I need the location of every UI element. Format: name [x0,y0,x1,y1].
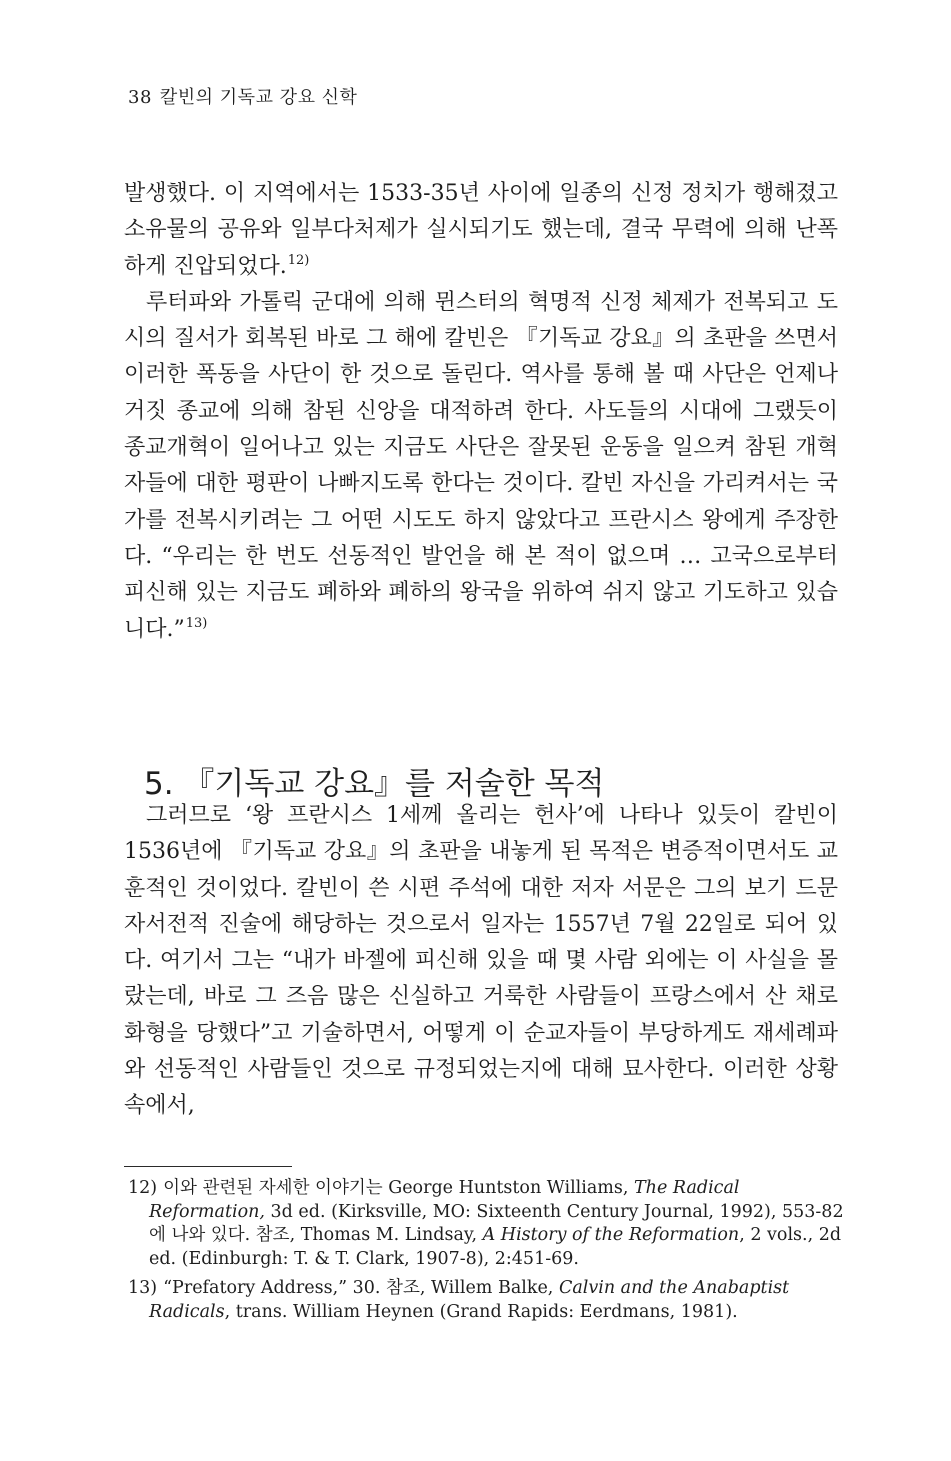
body-text-purpose [124,798,838,1125]
footnote-separator [124,1166,292,1167]
paragraph-continuation [124,176,838,285]
footnote-number: 13) [128,1278,158,1299]
page-number: 38 [128,87,152,108]
footnote-title: The Radical Reformation, [149,1178,740,1222]
footnote-text: 이와 관련된 자세한 이야기는 George Huntston Williams, [163,1178,634,1198]
paragraph-text: 발생했다. 이 지역에서는 1533-35년 사이에 일종의 신정 정치가 행해졌고 소유물의 공유와 일부다처제가 실시되기도 했는데, 결국 무력에 의해 난폭하게 진압되었다. [124,181,838,279]
footnote-number: 12) [128,1178,158,1198]
paragraph-text: 루터파와 가톨릭 군대에 의해 뮌스터의 혁명적 신정 체제가 전복되고 도시의 질서가 회복된 바로 그 해에 칼빈은 『기독교 강요』의 초판을 쓰면서 이러한 폭동을 사단이 한 것으로 돌린다. 역사를 통해 볼 때 사단은 언제나 거짓 종교에 의해 참된 신앙을 대적하려 한다. 사도들의 시대에 그랬듯이 종교개혁이 일어나고 있는 지금도 사단은 잘못된 운동을 일으켜 참된 개혁자들에 대한 평판이 나빠지도록 한다는 것이다. 칼빈 자신을 가리켜서는 국가를 전복시키려는 그 어떤 시도도 하지 않았다고 프란시스 왕에게 주장한다. “우리는 한 번도 선동적인 발언을 해 본 적이 없으며 … 고국으로부터 피신해 있는 지금도 폐하와 폐하의 왕국을 위하여 쉬지 않고 기도하고 있습니다.” [124,289,838,642]
running-head [128,86,357,110]
footnote [128,1277,846,1324]
footnote-ref-12: 12) [287,252,310,268]
running-head-title: 칼빈의 기독교 강요 신학 [159,87,358,108]
footnote [128,1177,846,1271]
footnote-ref-13: 13) [185,615,208,631]
footnote-title: Calvin and the Anabaptist Radicals [149,1278,790,1322]
body-text-top [124,176,838,648]
footnote-text: , trans. William Heynen (Grand Rapids: Eerdmans, 1981). [224,1301,738,1322]
footnote-text: , 2 vols., 2d ed. (Edinburgh: T. & T. Clark, 1907-8), 2:451-69. [149,1225,842,1269]
footnote-text: 3d ed. (Kirksville, MO: Sixteenth Century Journal, 1992), 553-82에 나와 있다. 참조, Thomas M. Lindsay, [149,1201,844,1246]
paragraph-munster [124,285,838,648]
paragraph-purpose [124,798,838,1125]
footnotes [128,1177,846,1331]
section-heading: 5. 『기독교 강요』를 저술한 목적 [144,765,605,802]
footnote-title: A History of the Reformation [482,1225,740,1246]
paragraph-text: 그러므로 ‘왕 프란시스 1세께 올리는 헌사’에 나타나 있듯이 칼빈이 1536년에 『기독교 강요』의 초판을 내놓게 된 목적은 변증적이면서도 교훈적인 것이었다. 칼빈이 쓴 시편 주석에 대한 저자 서문은 그의 보기 드문 자서전적 진술에 해당하는 것으로서 일자는 1557년 7월 22일로 되어 있다. 여기서 그는 “내가 바젤에 피신해 있을 때 몇 사람 외에는 이 사실을 몰랐는데, 바로 그 즈음 많은 신실하고 거룩한 사람들이 프랑스에서 산 채로 화형을 당했다”고 기술하면서, 어떻게 이 순교자들이 부당하게도 재세례파와 선동적인 사람들인 것으로 규정되었는지에 대해 묘사한다. 이러한 상황 속에서, [124,803,838,1119]
footnote-text: “Prefatory Address,” 30. 참조, Willem Balke, [163,1278,559,1299]
